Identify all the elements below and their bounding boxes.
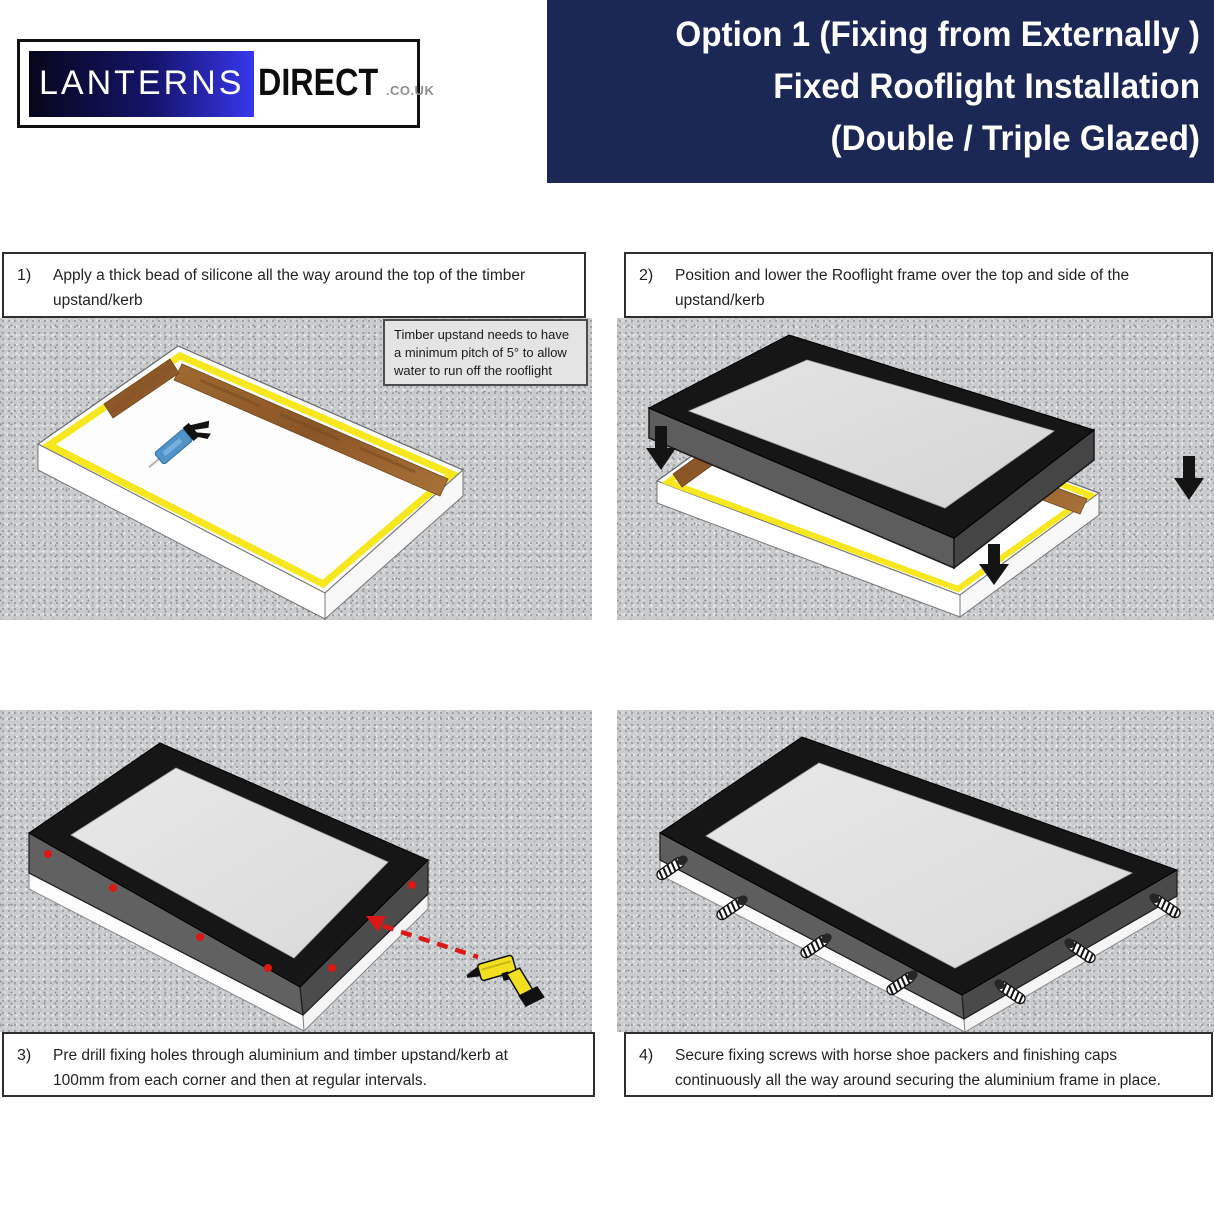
pitch-note <box>383 319 588 386</box>
step-1-text-line-2: upstand/kerb <box>53 292 143 310</box>
title-line-3: (Double / Triple Glazed) <box>830 118 1200 158</box>
step-2-caption <box>624 252 1213 318</box>
logo-direct: DIRECT <box>258 62 379 104</box>
drill-hole-marker <box>408 881 416 889</box>
panel-1-illustration <box>0 318 592 620</box>
note-line-2: a minimum pitch of 5° to allow <box>394 345 567 361</box>
step-1-text-line-1: Apply a thick bead of silicone all the way around the top of the timber <box>53 267 526 284</box>
brand-logo <box>17 39 435 128</box>
step-3-caption <box>2 1032 595 1097</box>
lowering-frame-diagram <box>617 318 1214 620</box>
drilling-diagram <box>0 710 592 1032</box>
step-2-text-line-1: Position and lower the Rooflight frame over the top and side of the <box>675 267 1130 284</box>
step-2-number: 2) <box>639 267 654 284</box>
step-4-number: 4) <box>639 1047 654 1064</box>
title-line-1: Option 1 (Fixing from Externally ) <box>675 15 1200 54</box>
step-3-text-line-2: 100mm from each corner and then at regular intervals. <box>53 1072 427 1090</box>
step-4-text-line-1: Secure fixing screws with horse shoe packers and finishing caps <box>675 1047 1117 1064</box>
step-3-text-line-1: Pre drill fixing holes through aluminium and timber upstand/kerb at <box>53 1047 508 1064</box>
down-arrow-icon <box>1174 456 1204 500</box>
note-line-1: Timber upstand needs to have <box>394 327 570 342</box>
drill-hole-marker <box>44 850 52 858</box>
title-banner <box>547 0 1214 183</box>
drill-hole-marker <box>264 964 272 972</box>
logo-tld: .CO.UK <box>385 83 435 98</box>
screw-fixing-diagram <box>617 710 1214 1032</box>
note-line-3: water to run off the rooflight <box>394 363 553 379</box>
logo-wordmark <box>258 62 434 105</box>
title-line-2: Fixed Rooflight Installation <box>773 66 1200 106</box>
drill-hole-marker <box>328 964 336 972</box>
step-2-text-line-2: upstand/kerb <box>675 292 765 310</box>
panel-2-illustration <box>617 318 1214 620</box>
drill-icon <box>465 949 546 1020</box>
drill-hole-marker <box>109 884 117 892</box>
panel-4-illustration <box>617 710 1214 1032</box>
logo-lanterns: LANTERNS <box>39 64 245 102</box>
panel-3-illustration <box>0 710 592 1032</box>
step-3-number: 3) <box>17 1047 32 1064</box>
drill-hole-marker <box>196 933 204 941</box>
step-4-text-line-2: continuously all the way around securing the aluminium frame in place. <box>675 1072 1161 1090</box>
step-1-number: 1) <box>17 267 32 284</box>
step-1-caption <box>2 252 586 318</box>
logo-blue-block <box>29 51 254 117</box>
step-4-caption <box>624 1032 1213 1097</box>
